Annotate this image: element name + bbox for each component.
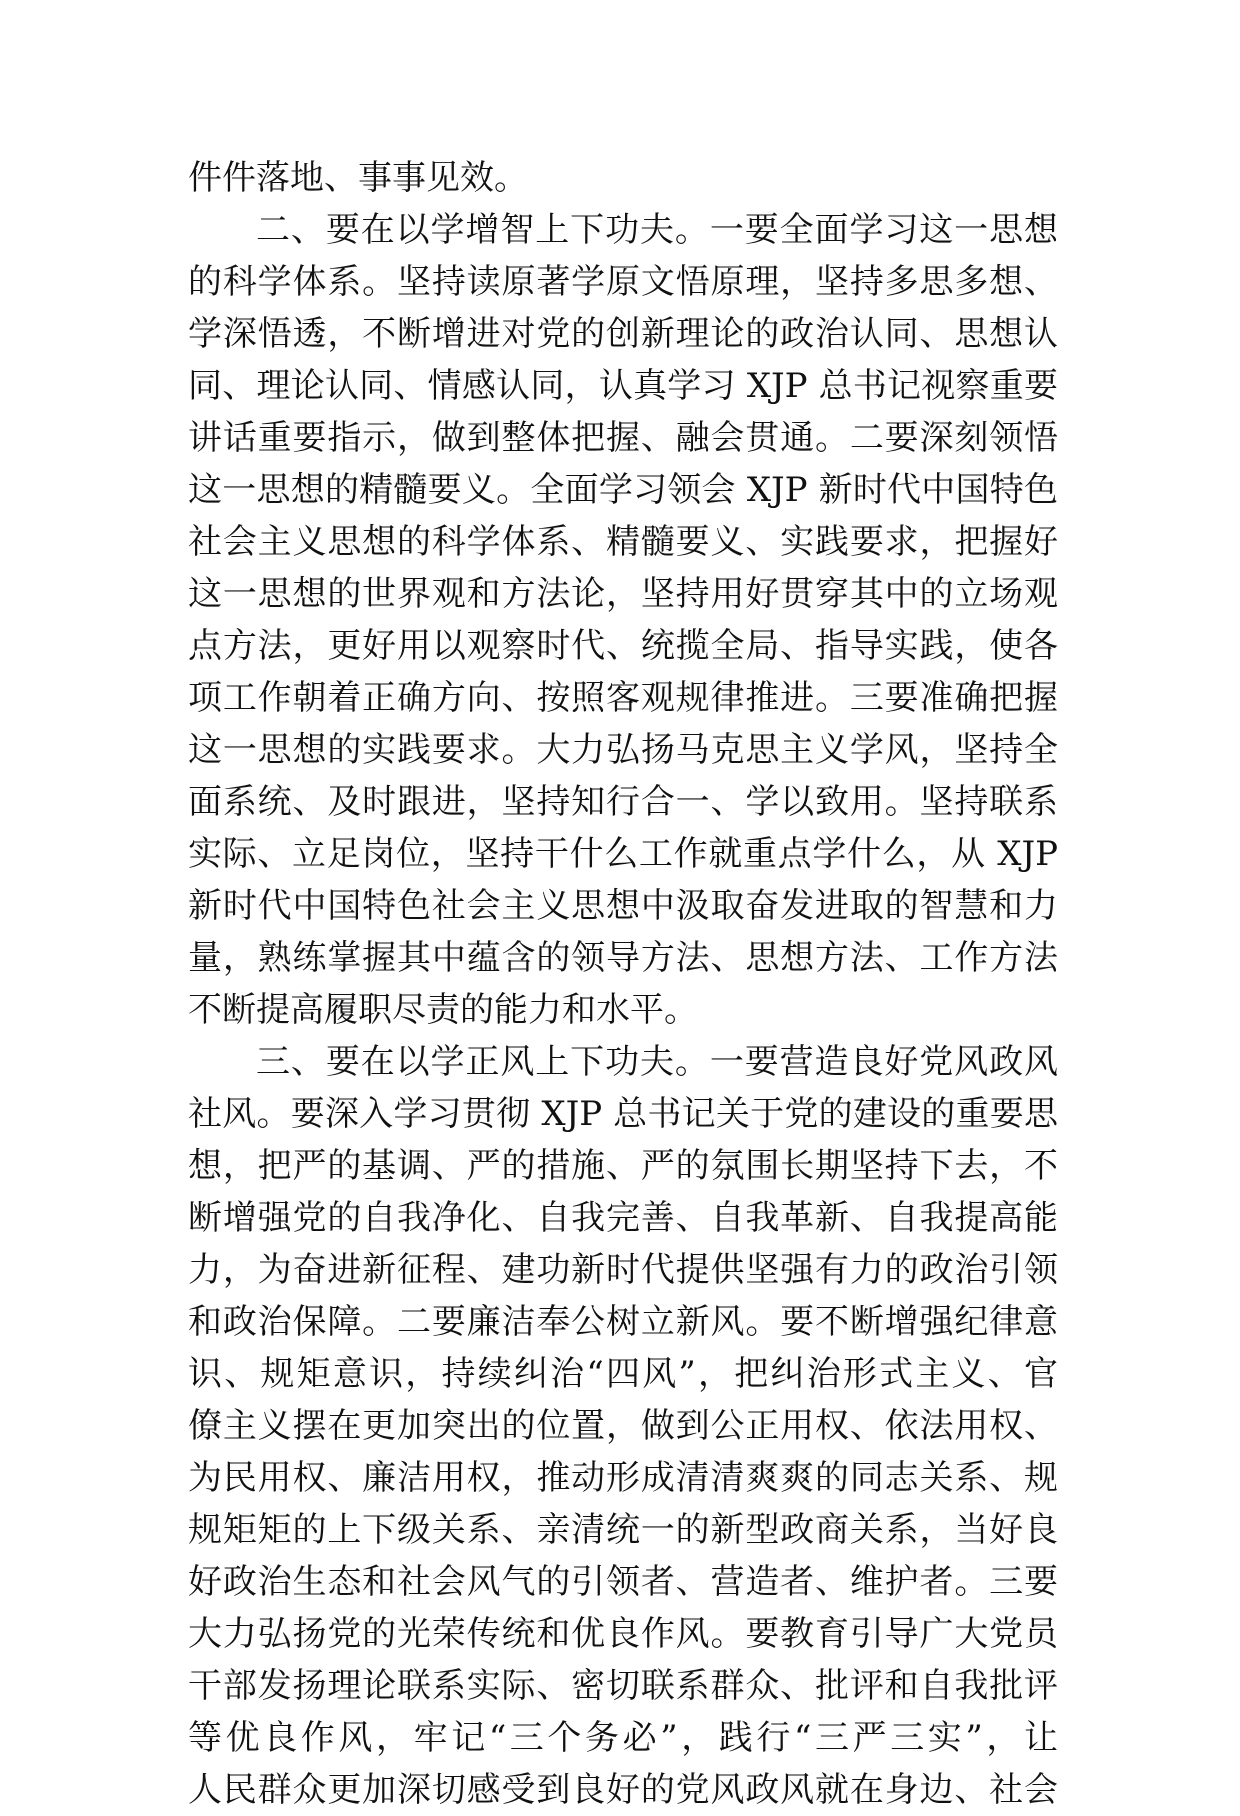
text-line: 力，为奋进新征程、建功新时代提供坚强有力的政治引领 <box>188 1250 1058 1290</box>
text-line: 点方法，更好用以观察时代、统揽全局、指导实践，使各 <box>188 626 1058 666</box>
text-line: 这一思想的实践要求。大力弘扬马克思主义学风，坚持全 <box>188 730 1058 770</box>
text-line: 干部发扬理论联系实际、密切联系群众、批评和自我批评 <box>188 1666 1058 1706</box>
text-line: 的科学体系。坚持读原著学原文悟原理，坚持多思多想、 <box>188 262 1058 302</box>
text-line: 等优良作风，牢记“三个务必”，践行“三严三实”，让 <box>188 1718 1058 1758</box>
text-line: 不断提高履职尽责的能力和水平。 <box>188 990 698 1030</box>
text-line: 项工作朝着正确方向、按照客观规律推进。三要准确把握 <box>188 678 1058 718</box>
text-line: 好政治生态和社会风气的引领者、营造者、维护者。三要 <box>188 1562 1058 1602</box>
text-line: 这一思想的世界观和方法论，坚持用好贯穿其中的立场观 <box>188 574 1058 614</box>
text-line: 想，把严的基调、严的措施、严的氛围长期坚持下去，不 <box>188 1146 1058 1186</box>
text-line: 实际、立足岗位，坚持干什么工作就重点学什么，从 XJP <box>188 834 1058 874</box>
text-line: 这一思想的精髓要义。全面学习领会 XJP 新时代中国特色 <box>188 470 1058 510</box>
body-text <box>188 152 1058 1816</box>
paragraph-heading-2: 二、要在以学增智上下功夫。一要全面学习这一思想 <box>256 210 1058 250</box>
text-line: 新时代中国特色社会主义思想中汲取奋发进取的智慧和力 <box>188 886 1058 926</box>
text-line: 大力弘扬党的光荣传统和优良作风。要教育引导广大党员 <box>188 1614 1058 1654</box>
text-line: 社风。要深入学习贯彻 XJP 总书记关于党的建设的重要思 <box>188 1094 1058 1134</box>
text-line: 僚主义摆在更加突出的位置，做到公正用权、依法用权、 <box>188 1406 1058 1446</box>
text-line: 和政治保障。二要廉洁奉公树立新风。要不断增强纪律意 <box>188 1302 1058 1342</box>
text-line: 识、规矩意识，持续纠治“四风”，把纠治形式主义、官 <box>188 1354 1058 1394</box>
text-line: 人民群众更加深切感受到良好的党风政风就在身边、社会 <box>188 1770 1058 1810</box>
text-line: 学深悟透，不断增进对党的创新理论的政治认同、思想认 <box>188 314 1058 354</box>
text-line: 规矩矩的上下级关系、亲清统一的新型政商关系，当好良 <box>188 1510 1058 1550</box>
text-line: 讲话重要指示，做到整体把握、融会贯通。二要深刻领悟 <box>188 418 1058 458</box>
text-line: 同、理论认同、情感认同，认真学习 XJP 总书记视察重要 <box>188 366 1058 406</box>
text-line: 断增强党的自我净化、自我完善、自我革新、自我提高能 <box>188 1198 1058 1238</box>
text-line: 为民用权、廉洁用权，推动形成清清爽爽的同志关系、规 <box>188 1458 1058 1498</box>
text-line: 面系统、及时跟进，坚持知行合一、学以致用。坚持联系 <box>188 782 1058 822</box>
text-line: 社会主义思想的科学体系、精髓要义、实践要求，把握好 <box>188 522 1058 562</box>
text-line: 件件落地、事事见效。 <box>188 158 528 198</box>
text-line: 量，熟练掌握其中蕴含的领导方法、思想方法、工作方法 <box>188 938 1058 978</box>
paragraph-heading-3: 三、要在以学正风上下功夫。一要营造良好党风政风 <box>256 1042 1058 1082</box>
